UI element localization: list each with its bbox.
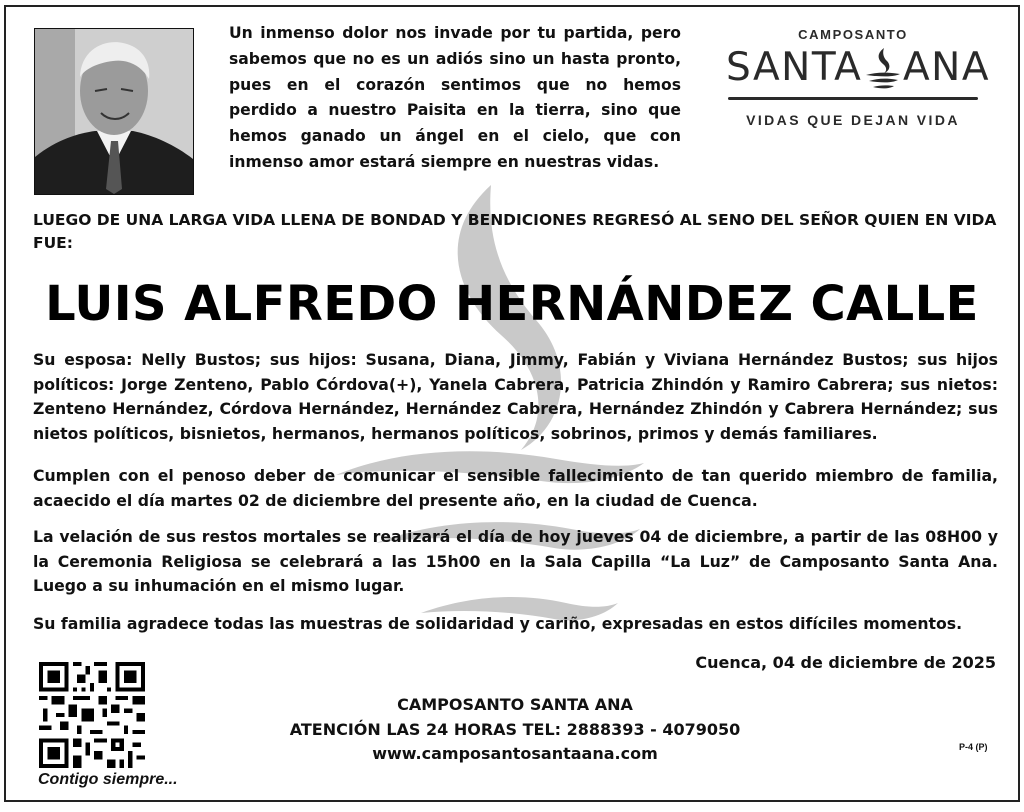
gratitude-paragraph: Su familia agradece todas las muestras de solidaridad y cariño, expresadas en estos difíciles momentos. <box>33 614 963 633</box>
lead-announcement: LUEGO DE UNA LARGA VIDA LLENA DE BONDAD Y BENDICIONES REGRESÓ AL SENO DEL SEÑOR QUIEN EN VIDA FUE: <box>33 211 997 252</box>
footer-website-link[interactable]: www.camposantosantaana.com <box>372 744 658 763</box>
obituary-notice <box>4 5 1020 802</box>
logo-wordmark <box>722 45 991 90</box>
services-paragraph: La velación de sus restos mortales se realizará el día de hoy jueves 04 de diciembre, a partir de las 08H00 y la Ceremonia Religiosa se celebrará a las 15h00 en la Sala Capilla “La Luz” de Camposanto Santa Ana. Luego a su inhumación en el mismo lugar. <box>33 527 998 595</box>
logo-tagline: VIDAS QUE DEJAN VIDA <box>746 112 960 128</box>
logo-top-text: CAMPOSANTO <box>798 27 908 42</box>
logo-divider <box>728 97 978 100</box>
footer-phone: ATENCIÓN LAS 24 HORAS TEL: 2888393 - 4079050 <box>289 720 741 739</box>
intro-message: Un inmenso dolor nos invade por tu partida, pero sabemos que no es un adiós sino un hasta pronto, pues en el corazón sentimos que no hemos perdido a nuestro Paisita en la tierra, sino que hemos ganado un ángel en el cielo, que con inmenso amor estará siempre en nuestras vidas. <box>229 24 681 171</box>
footer-company-name: CAMPOSANTO SANTA ANA <box>397 695 633 714</box>
qr-code-icon[interactable] <box>39 662 145 768</box>
page-code: P-4 (P) <box>959 742 988 752</box>
date-line: Cuenca, 04 de diciembre de 2025 <box>695 653 996 672</box>
portrait-image <box>35 29 193 194</box>
logo-word-right: ANA <box>903 45 991 90</box>
family-paragraph: Su esposa: Nelly Bustos; sus hijos: Susana, Diana, Jimmy, Fabián y Viviana Hernández Bustos; sus hijos políticos: Jorge Zenteno, Pablo Córdova(+), Yanela Cabrera, Patricia Zhindón y Ramiro Cabrera; sus nietos: Zenteno Hernández, Córdova Hernández, Hernández Cabrera, Hernández Zhindón y Cabrera Hernández; sus nietos políticos, bisnietos, hermanos, hermanos políticos, sobrinos, primos y demás familiares. <box>33 350 998 443</box>
deceased-photo <box>34 28 194 195</box>
camposanto-logo <box>722 27 991 128</box>
deceased-name: LUIS ALFREDO HERNÁNDEZ CALLE <box>45 276 979 332</box>
qr-tagline: Contigo siempre... <box>38 771 178 788</box>
flame-logo-icon <box>862 46 904 90</box>
logo-word-left: SANTA <box>726 45 863 90</box>
announcement-paragraph: Cumplen con el penoso deber de comunicar el sensible fallecimiento de tan querido miembro de familia, acaecido el día martes 02 de diciembre del presente año, en la ciudad de Cuenca. <box>33 466 998 510</box>
